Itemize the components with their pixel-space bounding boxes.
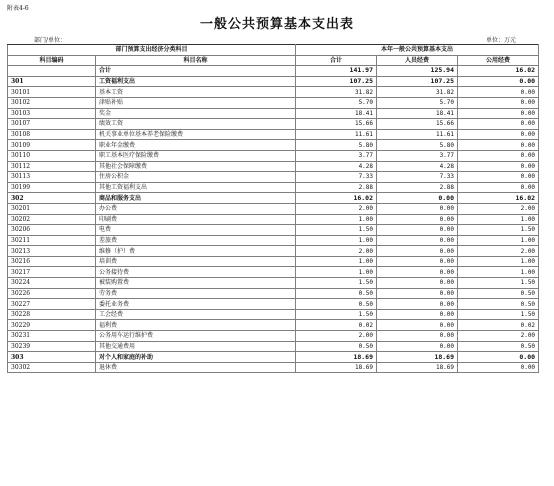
cell-personnel: 107.25	[377, 76, 458, 87]
cell-name: 其他交通费用	[96, 341, 296, 352]
cell-total: 1.00	[296, 214, 377, 225]
header-public: 公用经费	[458, 55, 539, 66]
table-row	[8, 182, 539, 193]
table-row	[8, 203, 539, 214]
table-row	[8, 352, 539, 363]
cell-total: 2.88	[296, 182, 377, 193]
table-row	[8, 97, 539, 108]
cell-name: 工资福利支出	[96, 76, 296, 87]
header-total: 合计	[296, 55, 377, 66]
cell-personnel: 0.00	[377, 235, 458, 246]
table-row	[8, 225, 539, 236]
cell-code: 30201	[8, 203, 96, 214]
table-row	[8, 256, 539, 267]
header-code: 科目编码	[8, 55, 96, 66]
cell-personnel: 0.00	[377, 320, 458, 331]
cell-name: 奖金	[96, 108, 296, 119]
cell-public: 0.50	[458, 299, 539, 310]
cell-total: 11.61	[296, 129, 377, 140]
cell-personnel: 5.80	[377, 140, 458, 151]
cell-name: 商品和服务支出	[96, 193, 296, 204]
cell-total: 18.41	[296, 108, 377, 119]
cell-total: 31.82	[296, 87, 377, 98]
cell-code	[8, 66, 96, 77]
cell-total: 0.02	[296, 320, 377, 331]
cell-name: 其他社会保障缴费	[96, 161, 296, 172]
cell-code: 30202	[8, 214, 96, 225]
table-row	[8, 76, 539, 87]
table-row	[8, 309, 539, 320]
table-row	[8, 150, 539, 161]
cell-personnel: 18.41	[377, 108, 458, 119]
cell-public: 0.00	[458, 150, 539, 161]
table-row	[8, 119, 539, 130]
cell-name: 其他工资福利支出	[96, 182, 296, 193]
table-row	[8, 235, 539, 246]
cell-public: 2.00	[458, 203, 539, 214]
cell-public: 0.00	[458, 352, 539, 363]
cell-public: 16.02	[458, 66, 539, 77]
cell-name: 基本工资	[96, 87, 296, 98]
table-row	[8, 341, 539, 352]
cell-public: 16.02	[458, 193, 539, 204]
cell-total: 2.00	[296, 331, 377, 342]
cell-public: 0.50	[458, 341, 539, 352]
table-row	[8, 140, 539, 151]
cell-public: 1.00	[458, 267, 539, 278]
cell-total: 2.00	[296, 246, 377, 257]
cell-personnel: 0.00	[377, 225, 458, 236]
cell-personnel: 0.00	[377, 288, 458, 299]
header-name: 科目名称	[96, 55, 296, 66]
cell-code: 30107	[8, 119, 96, 130]
cell-total: 1.00	[296, 256, 377, 267]
cell-public: 1.50	[458, 309, 539, 320]
cell-name: 印刷费	[96, 214, 296, 225]
unit-label: 单位：万元	[485, 37, 516, 44]
cell-name: 合计	[96, 66, 296, 77]
cell-code: 30112	[8, 161, 96, 172]
cell-total: 3.77	[296, 150, 377, 161]
cell-total: 1.00	[296, 235, 377, 246]
table-row	[8, 246, 539, 257]
cell-total: 0.50	[296, 341, 377, 352]
attachment-note: 附表4-6	[7, 5, 29, 12]
cell-code: 30103	[8, 108, 96, 119]
cell-code: 30113	[8, 172, 96, 183]
table-body	[8, 66, 539, 373]
cell-code: 30101	[8, 87, 96, 98]
cell-total: 1.50	[296, 309, 377, 320]
cell-total: 5.70	[296, 97, 377, 108]
cell-code: 30110	[8, 150, 96, 161]
cell-public: 0.00	[458, 182, 539, 193]
header-basic-expenditure: 本年一般公共预算基本支出	[296, 45, 539, 56]
cell-personnel: 5.70	[377, 97, 458, 108]
page-title: 一般公共预算基本支出表	[199, 17, 354, 32]
cell-name: 退休费	[96, 362, 296, 373]
cell-public: 0.00	[458, 172, 539, 183]
cell-name: 机关事业单位基本养老保险缴费	[96, 129, 296, 140]
cell-total: 141.97	[296, 66, 377, 77]
cell-code: 30206	[8, 225, 96, 236]
cell-personnel: 15.66	[377, 119, 458, 130]
cell-total: 0.50	[296, 288, 377, 299]
cell-public: 1.00	[458, 235, 539, 246]
cell-personnel: 2.88	[377, 182, 458, 193]
table-row	[8, 320, 539, 331]
dept-label: 部门/单位：	[34, 37, 67, 44]
cell-name: 津贴补贴	[96, 97, 296, 108]
cell-name: 对个人和家庭的补助	[96, 352, 296, 363]
cell-name: 公务用车运行维护费	[96, 331, 296, 342]
cell-name: 办公费	[96, 203, 296, 214]
cell-code: 30226	[8, 288, 96, 299]
cell-total: 2.00	[296, 203, 377, 214]
cell-public: 0.02	[458, 320, 539, 331]
cell-total: 1.50	[296, 225, 377, 236]
budget-table	[7, 44, 539, 373]
cell-code: 30199	[8, 182, 96, 193]
cell-public: 0.00	[458, 97, 539, 108]
cell-code: 303	[8, 352, 96, 363]
cell-personnel: 7.33	[377, 172, 458, 183]
cell-public: 1.00	[458, 214, 539, 225]
cell-personnel: 0.00	[377, 267, 458, 278]
cell-public: 2.00	[458, 331, 539, 342]
cell-public: 2.00	[458, 246, 539, 257]
cell-code: 30216	[8, 256, 96, 267]
cell-code: 30302	[8, 362, 96, 373]
cell-total: 1.50	[296, 278, 377, 289]
cell-code: 302	[8, 193, 96, 204]
cell-name: 绩效工资	[96, 119, 296, 130]
cell-code: 30109	[8, 140, 96, 151]
cell-name: 电费	[96, 225, 296, 236]
table-row	[8, 161, 539, 172]
cell-name: 职业年金缴费	[96, 140, 296, 151]
cell-name: 职工基本医疗保险缴费	[96, 150, 296, 161]
table-row	[8, 193, 539, 204]
table-row	[8, 87, 539, 98]
table-row	[8, 66, 539, 77]
cell-total: 18.69	[296, 362, 377, 373]
cell-total: 0.50	[296, 299, 377, 310]
cell-personnel: 0.00	[377, 246, 458, 257]
cell-code: 30228	[8, 309, 96, 320]
cell-personnel: 3.77	[377, 150, 458, 161]
cell-personnel: 18.69	[377, 362, 458, 373]
cell-code: 30224	[8, 278, 96, 289]
cell-personnel: 0.00	[377, 331, 458, 342]
cell-personnel: 0.00	[377, 193, 458, 204]
table-row	[8, 172, 539, 183]
cell-personnel: 0.00	[377, 299, 458, 310]
header-econ-classification: 部门预算支出经济分类科目	[8, 45, 296, 56]
cell-code: 30213	[8, 246, 96, 257]
cell-name: 劳务费	[96, 288, 296, 299]
cell-public: 0.50	[458, 288, 539, 299]
cell-public: 0.00	[458, 76, 539, 87]
table-row	[8, 278, 539, 289]
cell-code: 30229	[8, 320, 96, 331]
cell-name: 维修（护）费	[96, 246, 296, 257]
cell-name: 培训费	[96, 256, 296, 267]
table-row	[8, 288, 539, 299]
cell-personnel: 0.00	[377, 203, 458, 214]
cell-code: 30239	[8, 341, 96, 352]
cell-public: 0.00	[458, 140, 539, 151]
cell-name: 公务接待费	[96, 267, 296, 278]
cell-personnel: 0.00	[377, 256, 458, 267]
table-row	[8, 299, 539, 310]
cell-personnel: 11.61	[377, 129, 458, 140]
cell-name: 差旅费	[96, 235, 296, 246]
cell-total: 18.69	[296, 352, 377, 363]
cell-public: 1.00	[458, 256, 539, 267]
cell-personnel: 0.00	[377, 278, 458, 289]
cell-public: 0.00	[458, 87, 539, 98]
cell-total: 4.28	[296, 161, 377, 172]
cell-code: 30231	[8, 331, 96, 342]
cell-public: 0.00	[458, 129, 539, 140]
table-row	[8, 108, 539, 119]
cell-name: 委托业务费	[96, 299, 296, 310]
table-row	[8, 129, 539, 140]
cell-public: 1.50	[458, 225, 539, 236]
cell-code: 301	[8, 76, 96, 87]
cell-personnel: 31.82	[377, 87, 458, 98]
cell-total: 7.33	[296, 172, 377, 183]
cell-public: 0.00	[458, 362, 539, 373]
header-personnel: 人员经费	[377, 55, 458, 66]
cell-total: 15.66	[296, 119, 377, 130]
cell-personnel: 4.28	[377, 161, 458, 172]
cell-code: 30227	[8, 299, 96, 310]
cell-personnel: 0.00	[377, 214, 458, 225]
cell-public: 0.00	[458, 161, 539, 172]
cell-name: 福利费	[96, 320, 296, 331]
table-row	[8, 331, 539, 342]
cell-code: 30211	[8, 235, 96, 246]
cell-personnel: 0.00	[377, 309, 458, 320]
cell-total: 1.00	[296, 267, 377, 278]
cell-name: 工会经费	[96, 309, 296, 320]
cell-public: 0.00	[458, 108, 539, 119]
cell-code: 30108	[8, 129, 96, 140]
cell-public: 1.50	[458, 278, 539, 289]
cell-personnel: 125.94	[377, 66, 458, 77]
cell-total: 16.02	[296, 193, 377, 204]
cell-name: 住房公积金	[96, 172, 296, 183]
cell-code: 30102	[8, 97, 96, 108]
cell-name: 被装购置费	[96, 278, 296, 289]
cell-public: 0.00	[458, 119, 539, 130]
cell-code: 30217	[8, 267, 96, 278]
cell-personnel: 18.69	[377, 352, 458, 363]
table-row	[8, 267, 539, 278]
cell-total: 107.25	[296, 76, 377, 87]
cell-personnel: 0.00	[377, 341, 458, 352]
table-row	[8, 362, 539, 373]
cell-total: 5.80	[296, 140, 377, 151]
table-row	[8, 214, 539, 225]
